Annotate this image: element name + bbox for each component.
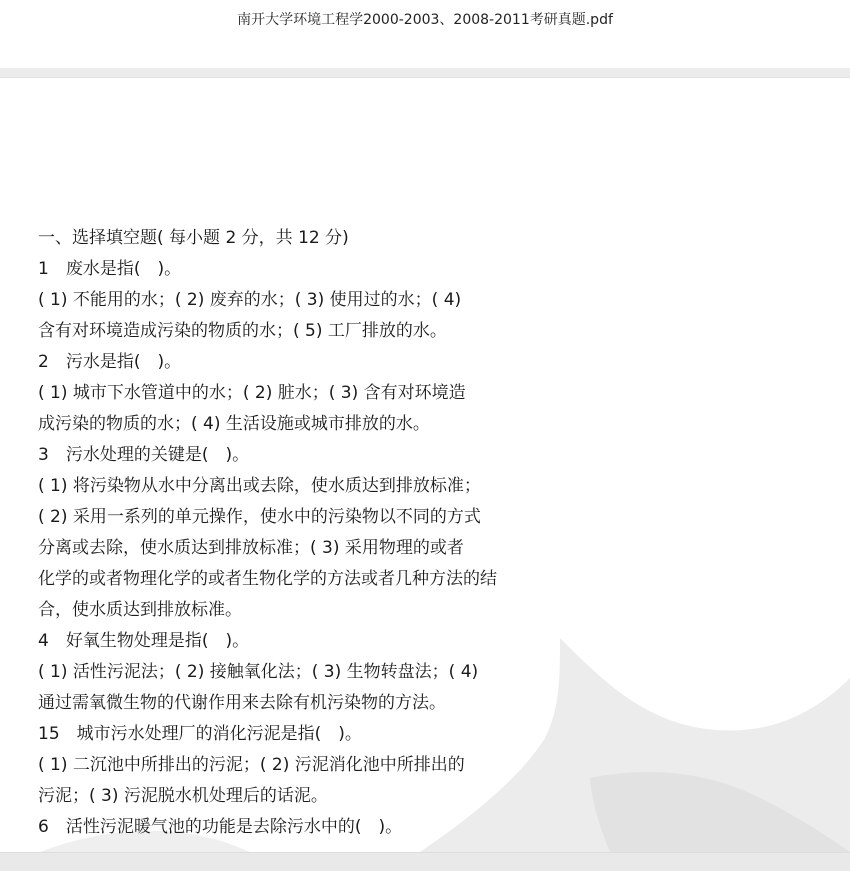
question-4: 4 好氧生物处理是指( )。 (38, 631, 250, 651)
viewer-bottom-divider (0, 852, 850, 871)
question-1: 1 废水是指( )。 (38, 259, 182, 279)
question-1-options-cont: 含有对环境造成污染的物质的水；( 5) 工厂排放的水。 (38, 321, 447, 341)
section-heading: 一、选择填空题( 每小题 2 分，共 12 分) (38, 228, 349, 248)
question-3-options: ( 1) 将污染物从水中分离出或去除，使水质达到排放标准； (38, 476, 481, 496)
question-5-options: ( 1) 二沉池中所排出的污泥；( 2) 污泥消化池中所排出的 (38, 755, 465, 775)
question-2: 2 污水是指( )。 (38, 352, 182, 372)
question-2-options-cont: 成污染的物质的水；( 4) 生活设施或城市排放的水。 (38, 414, 430, 434)
question-3-options-cont: 合，使水质达到排放标准。 (38, 600, 242, 620)
question-2-options: ( 1) 城市下水管道中的水；( 2) 脏水；( 3) 含有对环境造 (38, 383, 466, 403)
question-4-options: ( 1) 活性污泥法；( 2) 接触氧化法；( 3) 生物转盘法；( 4) (38, 662, 479, 682)
question-3-options-cont: 分离或去除，使水质达到排放标准；( 3) 采用物理的或者 (38, 538, 464, 558)
question-3-options-cont: 化学的或者物理化学的或者生物化学的方法或者几种方法的结 (38, 569, 497, 589)
question-5: 15 城市污水处理厂的消化污泥是指( )。 (38, 724, 362, 744)
question-3: 3 污水处理的关键是( )。 (38, 445, 250, 465)
question-6: 6 活性污泥暖气池的功能是去除污水中的( )。 (38, 817, 403, 837)
question-4-options-cont: 通过需氧微生物的代谢作用来去除有机污染物的方法。 (38, 693, 446, 713)
viewer-top-divider (0, 68, 850, 78)
question-3-options-cont: ( 2) 采用一系列的单元操作，使水中的污染物以不同的方式 (38, 507, 481, 527)
document-title: 南开大学环境工程学2000-2003、2008-2011考研真题.pdf (237, 12, 613, 28)
question-1-options: ( 1) 不能用的水；( 2) 废弃的水；( 3) 使用过的水；( 4) (38, 290, 462, 310)
pdf-page[interactable] (0, 78, 850, 852)
question-5-options-cont: 污泥；( 3) 污泥脱水机处理后的话泥。 (38, 786, 328, 806)
